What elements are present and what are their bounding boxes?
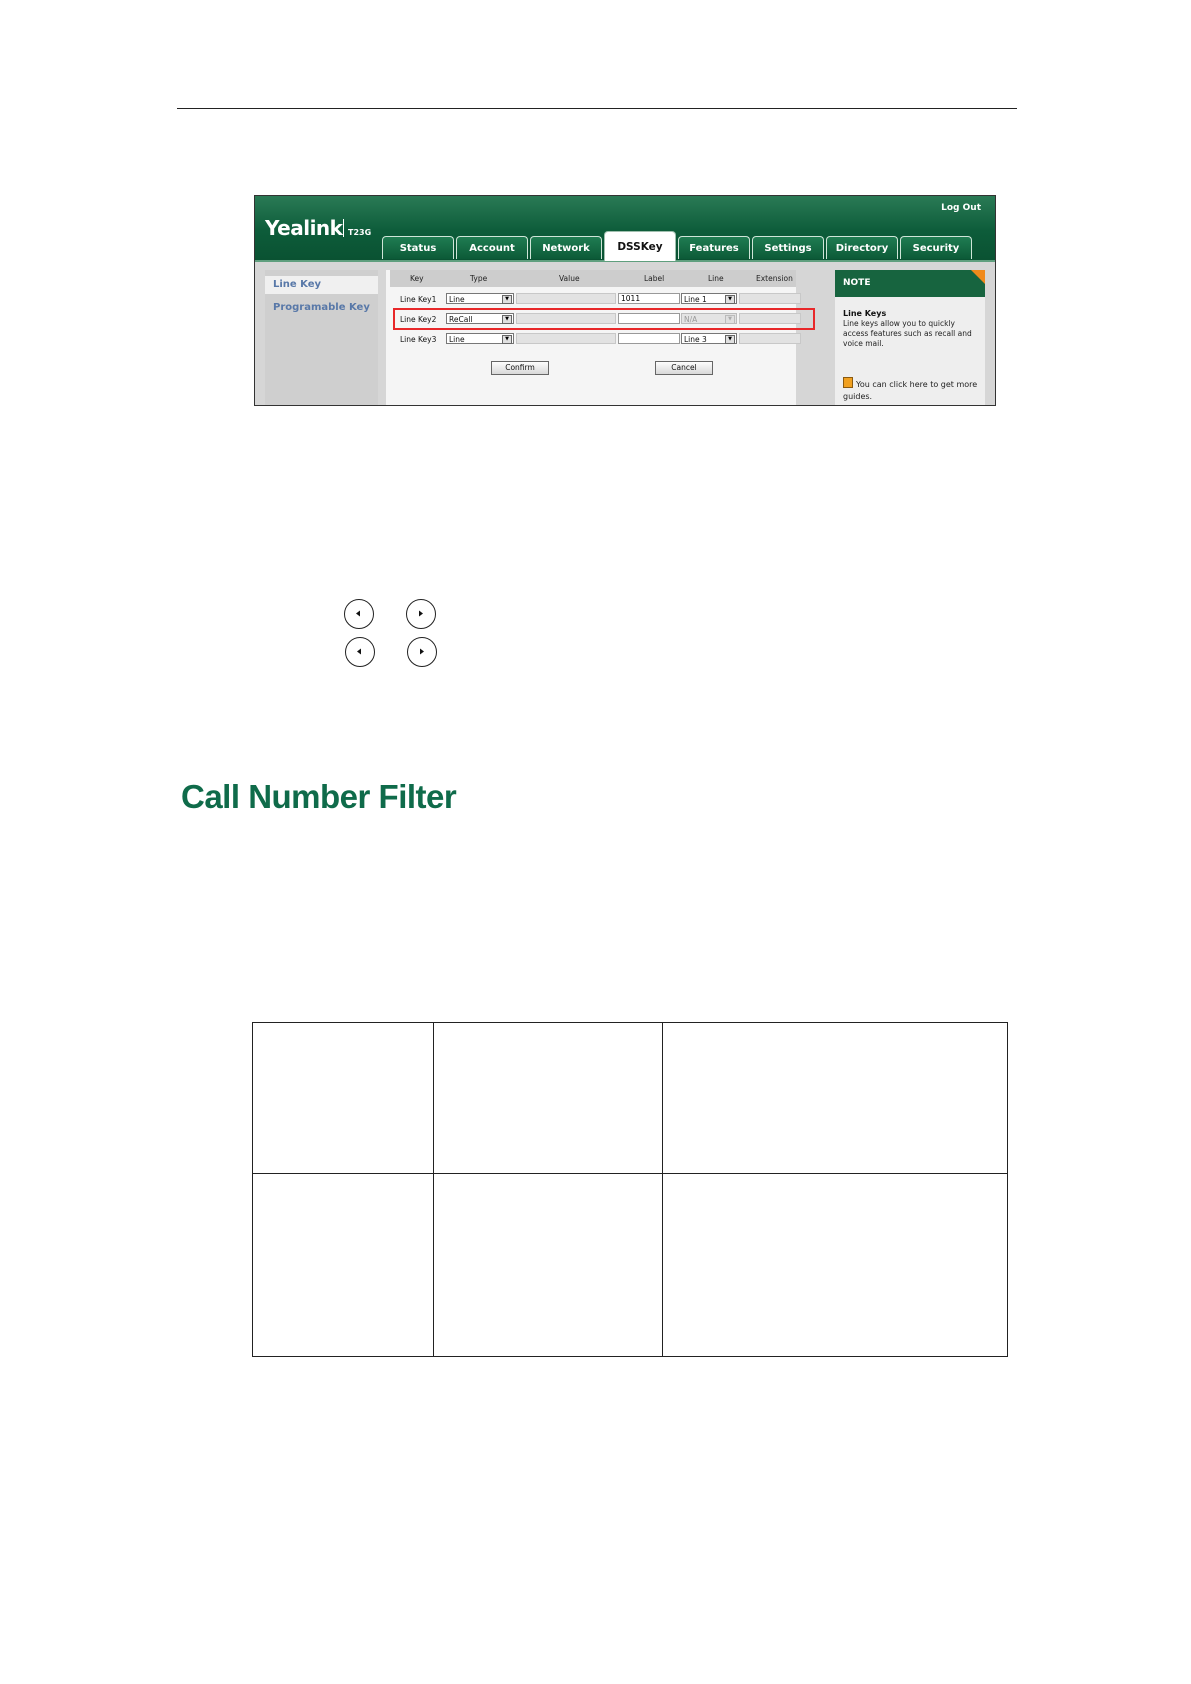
- col-type: Type: [470, 274, 488, 283]
- empty-table: [252, 1022, 1008, 1357]
- chevron-down-icon: ▼: [502, 295, 512, 304]
- line-select-value: Line 3: [684, 335, 707, 344]
- right-arrow-key-icon: [406, 599, 436, 629]
- note-heading: NOTE: [835, 270, 985, 297]
- extension-field: [739, 333, 801, 344]
- cancel-button[interactable]: Cancel: [655, 361, 713, 375]
- left-arrow-key-icon: [345, 637, 375, 667]
- tab-dsskey[interactable]: DSSKey: [604, 231, 676, 261]
- col-key: Key: [410, 274, 424, 283]
- tab-status[interactable]: Status: [382, 236, 454, 259]
- left-arrow-key-icon: [344, 599, 374, 629]
- model-label: T23G: [348, 228, 372, 237]
- sidebar-item-programable-key[interactable]: Programable Key: [273, 302, 370, 313]
- note-guide-link[interactable]: [843, 377, 981, 403]
- dsskey-form: [386, 270, 796, 405]
- note-panel: [835, 270, 985, 405]
- value-field: [516, 333, 616, 344]
- sidebar: [265, 270, 378, 405]
- web-ui-header: [255, 196, 995, 262]
- chevron-down-icon: ▼: [502, 315, 512, 324]
- tab-settings[interactable]: Settings: [752, 236, 824, 259]
- row-key-label: Line Key3: [400, 335, 437, 344]
- logo-separator: [343, 219, 344, 237]
- line-select[interactable]: [681, 333, 737, 344]
- table-row: [386, 292, 796, 308]
- note-title: Line Keys: [843, 309, 887, 318]
- type-select-value: ReCall: [449, 315, 473, 324]
- table-cell: [663, 1174, 1008, 1357]
- web-ui-screenshot: [254, 195, 996, 406]
- note-guide-text: You can click here to get more guides.: [843, 380, 978, 401]
- type-select-value: Line: [449, 295, 465, 304]
- right-arrow-key-icon: [407, 637, 437, 667]
- col-line: Line: [708, 274, 724, 283]
- col-value: Value: [559, 274, 580, 283]
- table-cell: [253, 1023, 434, 1174]
- tab-features[interactable]: Features: [678, 236, 750, 259]
- note-text: Line keys allow you to quickly access features such as recall and voice mail.: [843, 319, 972, 348]
- table-cell: [663, 1023, 1008, 1174]
- logout-link[interactable]: Log Out: [941, 203, 981, 213]
- col-label: Label: [644, 274, 665, 283]
- line-key2-highlight-box: [393, 308, 815, 330]
- table-cell: [434, 1023, 663, 1174]
- row-key-label: Line Key1: [400, 295, 437, 304]
- tab-security[interactable]: Security: [900, 236, 972, 259]
- tab-account[interactable]: Account: [456, 236, 528, 259]
- row-key-label: Line Key2: [400, 315, 437, 324]
- table-row: [386, 332, 796, 348]
- chevron-down-icon: ▼: [502, 335, 512, 344]
- table-cell: [434, 1174, 663, 1357]
- header-rule: [177, 108, 1017, 109]
- confirm-button[interactable]: Confirm: [491, 361, 549, 375]
- value-field: [516, 293, 616, 304]
- table-row: [253, 1023, 1008, 1174]
- table-cell: [253, 1174, 434, 1357]
- line-select-value: N/A: [684, 315, 698, 324]
- extension-field: [739, 293, 801, 304]
- chevron-down-icon: ▼: [725, 335, 735, 344]
- line-select-value: Line 1: [684, 295, 707, 304]
- chevron-down-icon: ▼: [725, 295, 735, 304]
- col-extension: Extension: [756, 274, 793, 283]
- label-field[interactable]: 1011: [618, 293, 680, 304]
- type-select[interactable]: [446, 333, 514, 344]
- web-ui-body: [255, 262, 995, 405]
- section-title: Call Number Filter: [181, 778, 457, 815]
- tab-network[interactable]: Network: [530, 236, 602, 259]
- note-corner-decoration: [971, 270, 985, 284]
- sidebar-item-line-key[interactable]: Line Key: [265, 276, 378, 294]
- table-row: [253, 1174, 1008, 1357]
- guide-book-icon: [843, 377, 853, 388]
- yealink-logo: Yealink: [265, 216, 343, 240]
- column-header-bar: [390, 270, 796, 287]
- chevron-down-icon: ▼: [725, 315, 735, 324]
- tab-directory[interactable]: Directory: [826, 236, 898, 259]
- label-field[interactable]: [618, 333, 680, 344]
- line-select[interactable]: [681, 293, 737, 304]
- type-select[interactable]: [446, 293, 514, 304]
- type-select-value: Line: [449, 335, 465, 344]
